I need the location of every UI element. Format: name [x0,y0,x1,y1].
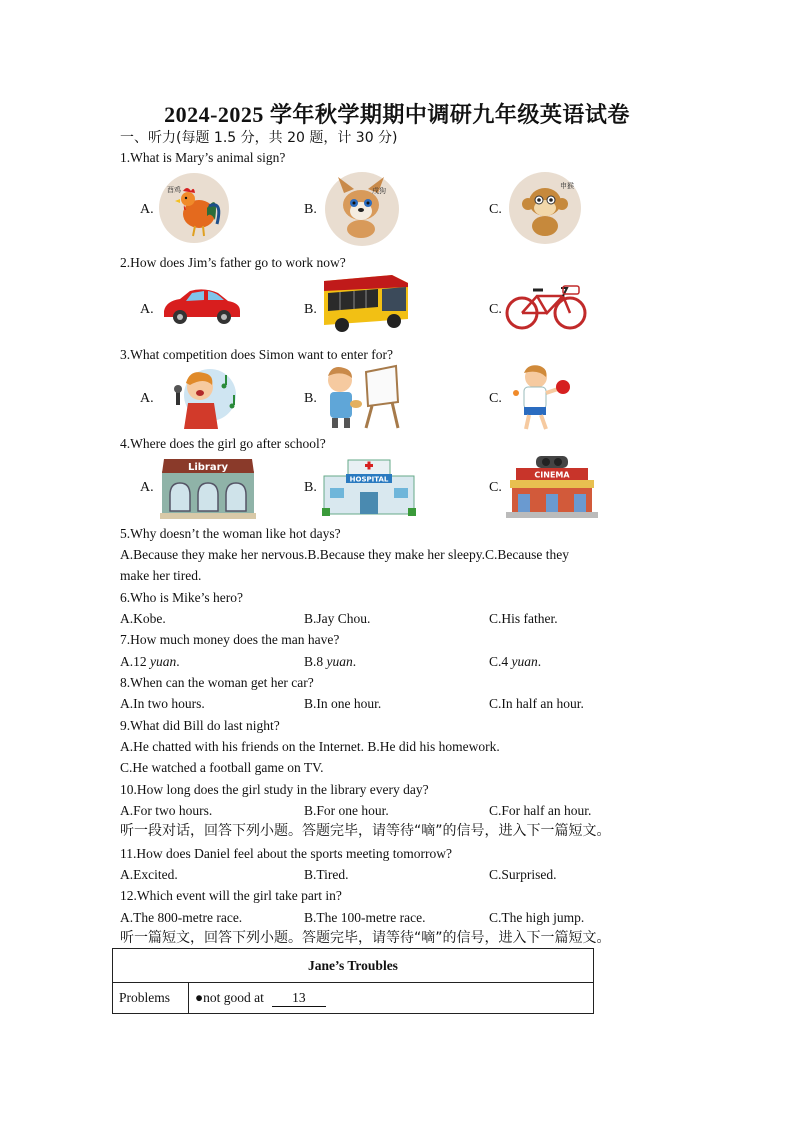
question-9-options-cont: C.He watched a football game on TV. [120,760,324,775]
q4-option-a-label: A. [140,480,154,495]
q1-option-c-label: C. [489,202,502,217]
instruction-dialogue: 听一段对话，回答下列小题。答题完毕，请等待“嘀”的信号，进入下一篇短文。 [120,823,611,839]
question-9-options: A.He chatted with his friends on the Internet. B.He did his homework. [120,739,500,754]
question-5-options-cont: make her tired. [120,568,202,583]
q4-option-c-label: C. [489,480,502,495]
q3-option-b-label: B. [304,391,317,406]
question-8: 8.When can the woman get her car? [120,675,314,690]
q8-option-c: C.In half an hour. [489,696,584,711]
row-label-problems: Problems [113,983,189,1014]
q1-option-b-label: B. [304,202,317,217]
table-row [113,983,594,1014]
question-1: 1.What is Mary’s animal sign? [120,150,286,165]
q1-a-tag: 酉鸡 [167,186,181,194]
question-2: 2.How does Jim’s father go to work now? [120,255,346,270]
janes-troubles-table [112,948,594,1014]
row-problems-content [189,983,594,1014]
cinema-icon [506,454,598,518]
q12-option-b: B.The 100-metre race. [304,910,426,925]
q11-option-a: A.Excited. [120,867,178,882]
bicycle-icon [505,282,587,330]
q11-option-c: C.Surprised. [489,867,557,882]
table-heading: Jane’s Troubles [113,949,594,983]
q12-option-a: A.The 800-metre race. [120,910,243,925]
bus-icon [318,271,412,335]
q8-option-a: A.In two hours. [120,696,205,711]
question-12: 12.Which event will the girl take part in? [120,888,342,903]
q10-option-b: B.For one hour. [304,803,389,818]
question-5: 5.Why doesn’t the woman like hot days? [120,526,341,541]
rooster-icon [157,172,231,244]
dog-icon [324,171,400,247]
q7-option-c: C.4 yuan. [489,654,542,669]
question-9: 9.What did Bill do last night? [120,718,280,733]
monkey-icon [508,170,582,246]
q7-option-b: B.8 yuan. [304,654,357,669]
q3-option-a-label: A. [140,391,154,406]
instruction-passage: 听一篇短文，回答下列小题。答题完毕，请等待“嘀”的信号，进入下一篇短文。 [120,930,611,946]
q4-a-sign: Library [187,462,229,473]
q11-option-b: B.Tired. [304,867,349,882]
question-7: 7.How much money does the man have? [120,632,340,647]
hospital-icon [322,456,416,516]
painting-boy-icon [320,362,402,430]
q2-option-c-label: C. [489,302,502,317]
q1-c-tag: 申猴 [560,182,574,190]
q12-option-c: C.The high jump. [489,910,585,925]
q2-option-a-label: A. [140,302,154,317]
q6-option-c: C.His father. [489,611,558,626]
q3-option-c-label: C. [489,391,502,406]
section-heading-listening: 一、听力(每题 1.5 分，共 20 题，计 30 分) [120,130,398,146]
q10-option-a: A.For two hours. [120,803,213,818]
problem-text: ●not good at [195,989,264,1005]
q6-option-b: B.Jay Chou. [304,611,371,626]
question-5-options: A.Because they make her nervous.B.Because they make her sleepy.C.Because they [120,547,569,562]
ping-pong-boy-icon [512,363,572,431]
library-icon [160,455,256,519]
singing-boy-icon [160,365,244,429]
car-icon [160,285,244,327]
q8-option-b: B.In one hour. [304,696,382,711]
q2-option-b-label: B. [304,302,317,317]
q4-option-b-label: B. [304,480,317,495]
q1-option-a-label: A. [140,202,154,217]
q4-b-sign: HOSPITAL [349,475,389,484]
q7-option-a: A.12 yuan. [120,654,180,669]
answer-blank-13[interactable]: 13 [272,990,326,1007]
q4-c-sign: CINEMA [534,470,570,480]
question-10: 10.How long does the girl study in the library every day? [120,782,429,797]
q6-option-a: A.Kobe. [120,611,166,626]
q10-option-c: C.For half an hour. [489,803,592,818]
q1-b-tag: 戌狗 [372,187,386,195]
question-3: 3.What competition does Simon want to enter for? [120,347,393,362]
question-11: 11.How does Daniel feel about the sports meeting tomorrow? [120,846,453,861]
question-6: 6.Who is Mike’s hero? [120,590,243,605]
question-4: 4.Where does the girl go after school? [120,436,326,451]
page-title: 2024-2025 学年秋学期期中调研九年级英语试卷 [164,102,630,127]
